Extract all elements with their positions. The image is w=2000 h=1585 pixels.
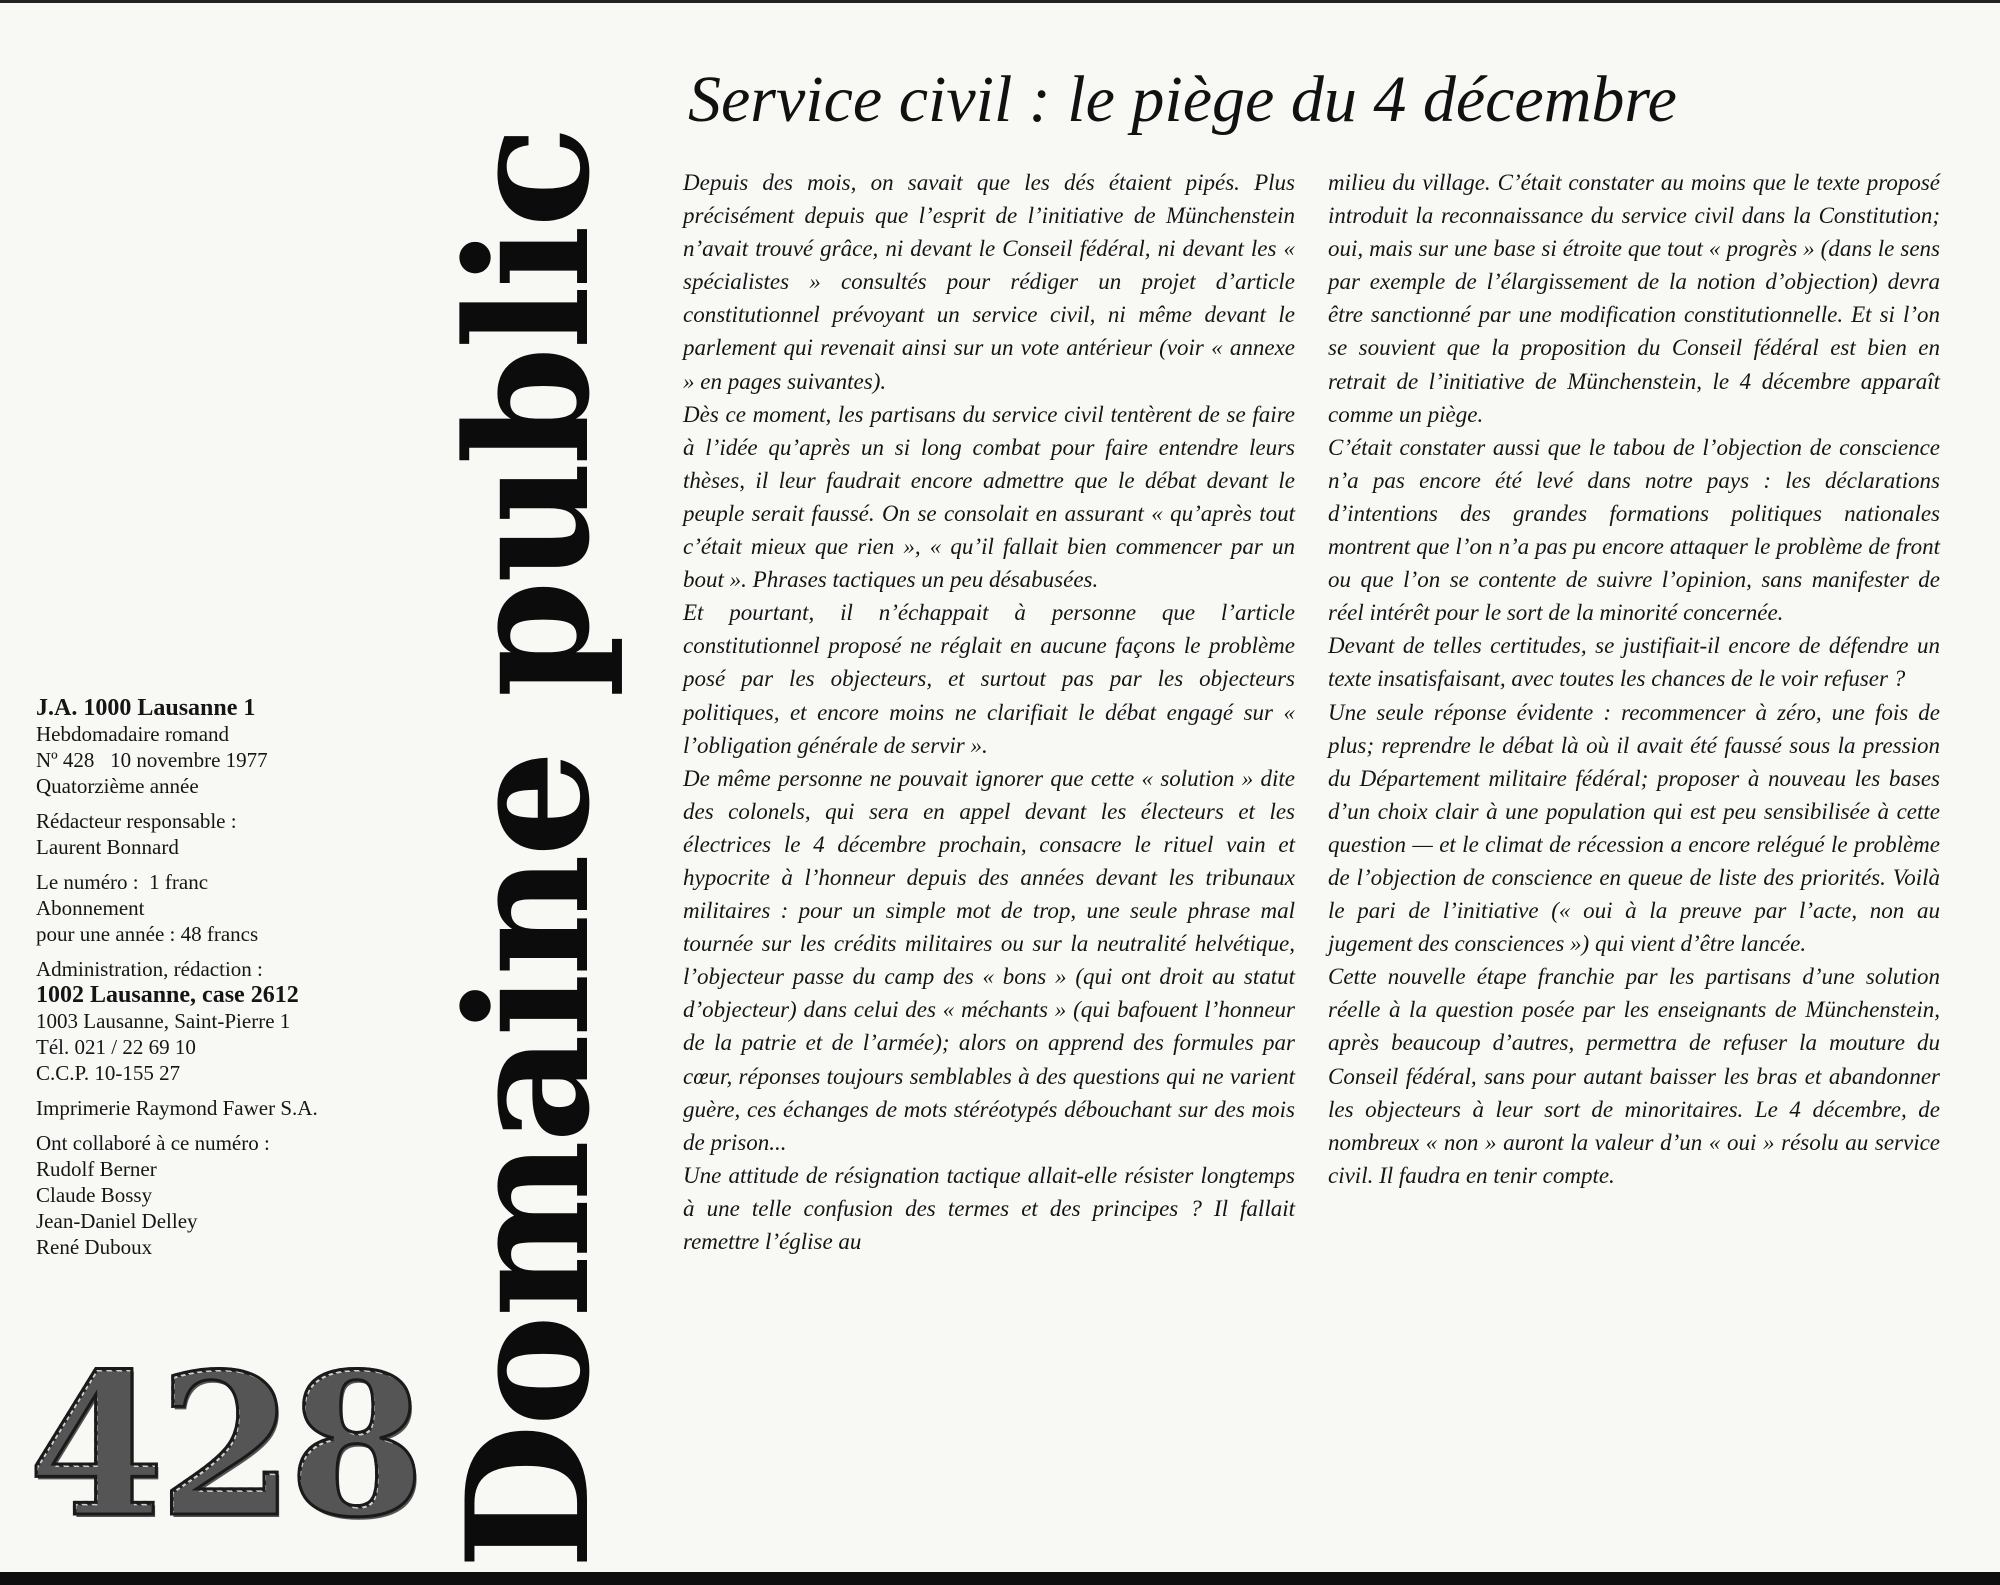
contributors-block <box>36 1130 416 1260</box>
article-paragraph: milieu du village. C’était constater au moins que le texte proposé introduit la reconnaissance du service civil dans la Constitution; oui, mais sur une base si étroite que tout « progrès » (dans le sens par exemple de l’élargissement de la notion d’objection) devra être sanctionné par une modification constitutionnelle. Et si l’on se souvient que la proposition du Conseil fédéral est bien en retrait de l’initiative de Münchenstein, le 4 décembre apparaît comme un piège. <box>1328 170 1940 427</box>
printer-block <box>36 1095 416 1121</box>
admin-address: 1002 Lausanne, case 2612 <box>36 982 299 1008</box>
subscription-price: pour une année : 48 francs <box>36 922 259 946</box>
article-column-2 <box>1328 166 1940 1192</box>
article-paragraph: Dès ce moment, les partisans du service civil tentèrent de se faire à l’idée qu’après un si long combat pour faire entendre leurs thèses, il leur faudrait encore admettre que le débat devant le peuple serait faussé. On se consolait en assurant « qu’après tout c’était mieux que rien », « qu’il fallait bien commencer par un bout ». Phrases tactiques un peu désabusées. <box>683 401 1295 593</box>
issue-date-line: Nº 428 10 novembre 1977 <box>36 748 268 772</box>
top-rule <box>0 0 2000 3</box>
article-paragraph: Et pourtant, il n’échappait à personne que l’article constitutionnel proposé ne réglait en aucune façons le problème posé par les objecteurs, et surtout pas par les objecteurs politiques, et encore moins ne clarifiait le débat engagé sur « l’obligation générale de servir ». <box>683 600 1295 758</box>
colophon <box>36 695 416 1269</box>
price-block <box>36 869 416 947</box>
publication-type: Hebdomadaire romand <box>36 722 230 746</box>
article-paragraph: Une seule réponse évidente : recommencer à zéro, une fois de plus; reprendre le débat là où il avait été faussé sous la pression du Département militaire fédéral; proposer à nouveau les bases d’un choix clair à une population qui est peu sensibilisée à cette question — et le climat de récession a encore relégué le problème de l’objection de conscience en queue de liste des priorités. Voilà le pari de l’initiative (« oui à la preuve par l’acte, non au jugement des consciences ») qui vient d’être lancée. <box>1328 699 1940 957</box>
article-paragraph: Devant de telles certitudes, se justifiait-il encore de défendre un texte insatisfaisant, avec toutes les chances de le voir refuser ? <box>1328 633 1940 692</box>
editor-block <box>36 808 416 860</box>
contributor: René Duboux <box>36 1235 153 1259</box>
ja-line: J.A. 1000 Lausanne 1 <box>36 695 256 721</box>
ccp-number: C.C.P. 10-155 27 <box>36 1061 181 1085</box>
contributor: Claude Bossy <box>36 1183 153 1207</box>
editor-label: Rédacteur responsable : <box>36 809 237 833</box>
phone-number: Tél. 021 / 22 69 10 <box>36 1035 196 1059</box>
contributor: Jean-Daniel Delley <box>36 1209 198 1233</box>
printer-name: Imprimerie Raymond Fawer S.A. <box>36 1096 318 1120</box>
masthead-title: Domaine public <box>429 128 627 1570</box>
editor-name: Laurent Bonnard <box>36 835 179 859</box>
issue-number: 428 <box>28 1331 420 1561</box>
masthead <box>429 128 627 1570</box>
article-paragraph: Une attitude de résignation tactique allait-elle résister longtemps à une telle confusion des termes et des principes ? Il fallait remettre l’église au <box>683 1162 1295 1254</box>
price-line: Le numéro : 1 franc <box>36 870 209 894</box>
article-paragraph: De même personne ne pouvait ignorer que cette « solution » dite des colonels, qui sera en appel devant les électeurs et les électrices le 4 décembre prochain, consacre le rituel vain et hypocrite à l’honneur depuis des années devant les tribunaux militaires : pour un simple mot de trop, une seule phrase mal tournée sur les crédits militaires ou sur la neutralité helvétique, l’objecteur passe du camp des « bons » (qui ont droit au statut d’objecteur) dans celui des « méchants » (qui bafouent l’honneur de la patrie et de l’armée); alors on apprend des formules par cœur, réponses toujours semblables à des questions qui ne varient guère, ces échanges de mots stéréotypés débouchant sur des mois de prison... <box>683 765 1295 1155</box>
street-address: 1003 Lausanne, Saint-Pierre 1 <box>36 1009 291 1033</box>
contributor: Rudolf Berner <box>36 1157 157 1181</box>
article-paragraph: C’était constater aussi que le tabou de l’objection de conscience n’a pas encore été levé dans notre pays : les déclarations d’intentions des grandes formations politiques nationales montrent que l’on n’a pas pu encore attaquer le problème de front ou que l’on se contente de suivre l’opinion, sans manifester de réel intérêt pour le sort de la minorité concernée. <box>1328 434 1940 626</box>
article-column-1 <box>683 166 1295 1258</box>
publication-year: Quatorzième année <box>36 774 199 798</box>
address-block <box>36 956 416 1086</box>
colophon-issue-block <box>36 695 416 799</box>
contributors-label: Ont collaboré à ce numéro : <box>36 1131 270 1155</box>
bottom-rule <box>0 1572 2000 1585</box>
admin-label: Administration, rédaction : <box>36 957 263 981</box>
article-paragraph: Cette nouvelle étape franchie par les partisans d’une solution réelle à la question posée par les enseignants de Münchenstein, après beaucoup d’autres, permettra de refuser la mouture du Conseil fédéral, sans pour autant baisser les bras et abandonner les objecteurs à leur sort de minoritaires. Le 4 décembre, de nombreux « non » auront la valeur d’un « oui » résolu au service civil. Il faudra en tenir compte. <box>1328 964 1940 1188</box>
article-paragraph: Depuis des mois, on savait que les dés étaient pipés. Plus précisément depuis que l’esprit de l’initiative de Münchenstein n’avait trouvé grâce, ni devant le Conseil fédéral, ni devant les « spécialistes » consultés pour rédiger un projet d’article constitutionnel prévoyant un service civil, ni même devant le parlement qui revenait ainsi sur un vote antérieur (voir « annexe » en pages suivantes). <box>683 170 1295 394</box>
article-headline: Service civil : le piège du 4 décembre <box>688 63 1677 136</box>
subscription-label: Abonnement <box>36 896 145 920</box>
